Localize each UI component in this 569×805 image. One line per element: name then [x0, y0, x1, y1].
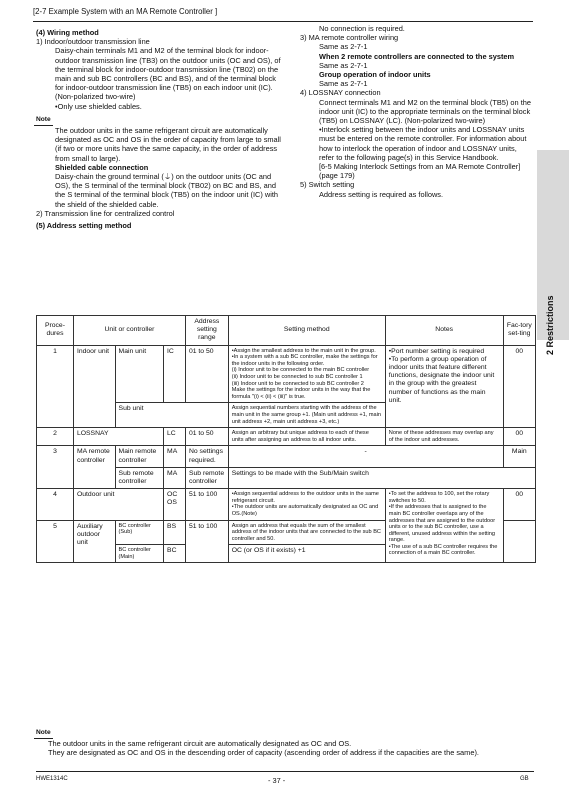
page-header: [2-7 Example System with an MA Remote Controller ]: [33, 7, 218, 16]
cell-factory: 00: [503, 489, 535, 520]
left-column: [36, 28, 284, 230]
th-procedures: Proce-dures: [37, 316, 74, 346]
cell-factory: Main: [503, 446, 535, 467]
shield-heading: Shielded cable connection: [55, 162, 149, 172]
cell-code: MA: [164, 446, 186, 467]
notes-line: •Port number setting is required: [388, 347, 485, 355]
shield-body: Daisy-chain the ground terminal (⏚) on the outdoor units (OC and OS), the S terminal of the terminal block (TB02) on BC and BS, and the S terminal of the terminal block (TB5) on the indoor unit (IC) with the shield of the shielded cable.: [55, 172, 279, 209]
cell-subunit: Sub remote controller: [115, 467, 164, 488]
right-line-9: Connect terminals M1 and M2 on the terminal block (TB5) on the indoor unit (IC) to the appropriate terminals on the terminal block (TB5) on LOSSNAY (LC). (Non-polarized two-wire): [319, 97, 531, 126]
method-line: (i) Indoor unit to be connected to the main BC controller: [231, 367, 370, 374]
notes-line: •To perform a group operation of indoor units that feature different functions, designate the indoor unit in the group with the greatest number of functions as the main unit.: [388, 355, 495, 404]
cell-notes: [385, 345, 503, 428]
cell-factory-empty: [503, 520, 535, 563]
cell-method: OC (or OS if it exists) +1: [228, 545, 385, 563]
method-line: •In a system with a sub BC controller, make the settings for the indoor units in the following order.: [231, 354, 378, 367]
cell-proc: 5: [37, 520, 74, 563]
cell-notes: [385, 489, 503, 563]
th-notes: Notes: [385, 316, 503, 346]
right-line-3: Same as 2-7-1: [319, 42, 368, 52]
cell-proc: 1: [37, 345, 74, 428]
notes-line: •The use of a sub BC controller requires the connection of a main BC controller.: [388, 543, 498, 557]
item-1-heading: 1) Indoor/outdoor transmission line: [36, 37, 150, 47]
right-line-4: When 2 remote controllers are connected to the system: [319, 51, 515, 61]
footer-region: GB: [520, 776, 529, 782]
cell-range: 01 to 50: [185, 345, 228, 403]
right-line-7: Same as 2-7-1: [319, 79, 368, 89]
bottom-note-line-2: They are designated as OC and OS in the descending order of capacity (ascending order of address if the capacities are the same).: [48, 748, 479, 758]
cell-method: Assign an arbitrary but unique address to each of these units after assigning an address to all indoor units.: [228, 428, 385, 446]
cell-method: -: [228, 446, 503, 467]
cell-unit: Auxiliary outdoor unit: [73, 520, 115, 563]
cell-method: Settings to be made with the Sub/Main switch: [228, 467, 535, 488]
notes-line: •If the addresses that is assigned to the main BC controller overlaps any of the addresses that are assigned to the outdoor units or to the sub BC controller, use a different, unused address within the setting range.: [388, 504, 496, 544]
cell-code: MA: [164, 467, 186, 488]
cell-unit: Outdoor unit: [73, 489, 163, 520]
note-body: The outdoor units in the same refrigerant circuit are automatically designated as OC and OS in the order of capacity from large to small (if two or more units have the same capacity, in the order of address from small to large).: [55, 126, 281, 163]
table-row: [37, 489, 536, 520]
side-tab-label: 2 Restrictions: [545, 295, 555, 355]
cell-range: No settings required.: [185, 446, 228, 467]
method-line: •The outdoor units are automatically designated as OC and OS.(Note): [231, 504, 379, 517]
cell-range: 01 to 50: [185, 428, 228, 446]
cell-proc: 3: [37, 446, 74, 489]
address-table: [36, 315, 536, 563]
table-row: [37, 345, 536, 403]
address-heading: (5) Address setting method: [36, 221, 132, 231]
right-item-4: 4) LOSSNAY connection: [300, 88, 381, 98]
method-line: •Assign sequential address to the outdoor units in the same refrigerant circuit.: [231, 491, 379, 504]
cell-code: BS: [164, 520, 186, 545]
cell-subunit: BC controller (Main): [115, 545, 164, 563]
right-line-13: Address setting is required as follows.: [319, 189, 444, 199]
bottom-note-line-1: The outdoor units in the same refrigerant circuit are automatically designated as OC and OS.: [48, 739, 352, 749]
right-item-3: 3) MA remote controller wiring: [300, 33, 399, 43]
table-header-row: [37, 316, 536, 346]
footer-rule: [36, 771, 534, 772]
cell-unit: MA remote controller: [73, 446, 115, 489]
header-rule: [33, 21, 533, 22]
right-item-5: 5) Switch setting: [300, 180, 355, 190]
th-range: Address setting range: [185, 316, 228, 346]
cell-factory: 00: [503, 345, 535, 428]
table-row: [37, 446, 536, 467]
note-tag: Note: [34, 115, 53, 126]
right-line-10: •Interlock setting between the indoor units and LOSSNAY units must be entered on the remote controller. For information about how to interlock the operation of indoor and LOSSNAY units, refer to the following page(s) in this Service Handbook.: [319, 125, 527, 162]
notes-line: •To set the address to 100, set the rotary switches to 50.: [388, 491, 490, 504]
cell-code: BC: [164, 545, 186, 563]
cell-unit: LOSSNAY: [73, 428, 163, 446]
method-line: Make the settings for the indoor units in the way that the formula "(i) < (ii) < (iii)" is true.: [231, 387, 371, 400]
cell-range: 51 to 100: [185, 520, 228, 563]
cell-subunit: Sub unit: [115, 403, 228, 428]
cell-proc: 2: [37, 428, 74, 446]
th-method: Setting method: [228, 316, 385, 346]
cell-method: [228, 489, 385, 520]
right-column: [300, 24, 532, 199]
item-1-body: Daisy-chain terminals M1 and M2 of the terminal block for indoor-outdoor transmission line (TB3) on the outdoor units (OC and OS), of the terminal block for indoor-outdoor transmission line (TB02) on the main and sub BC controllers (BC and BS), and of the terminal block for indoor-outdoor transmission line (TB5) on each indoor unit (IC). (Non-polarized two-wire): [55, 46, 281, 102]
cell-unit: Indoor unit: [73, 345, 115, 428]
bottom-note-tag: Note: [34, 728, 53, 739]
item-2-heading: 2) Transmission line for centralized control: [36, 208, 175, 218]
cell-range: Sub remote controller: [185, 467, 228, 488]
item-1-bullet: •Only use shielded cables.: [55, 101, 142, 111]
method-line: (ii) Indoor unit to be connected to sub BC controller 1: [231, 373, 363, 380]
right-line-5: Same as 2-7-1: [319, 60, 368, 70]
bottom-note: [36, 727, 536, 758]
cell-code: IC: [164, 345, 186, 403]
cell-subunit: BC controller (Sub): [115, 520, 164, 545]
right-line-11: [6-5 Making Interlock Settings from an MA Remote Controller](page 179): [319, 162, 521, 181]
cell-subunit: Main remote controller: [115, 446, 164, 467]
cell-code: LC: [164, 428, 186, 446]
cell-factory: 00: [503, 428, 535, 446]
cell-subunit: Main unit: [115, 345, 164, 403]
right-line-6: Group operation of indoor units: [319, 70, 431, 80]
cell-method: Assign sequential numbers starting with the address of the main unit in the same group +1. (Main unit address +1, main unit address +2, main unit address +3, etc.): [228, 403, 385, 428]
cell-proc: 4: [37, 489, 74, 520]
cell-code: OC OS: [164, 489, 186, 520]
method-line: •Assign the smallest address to the main unit in the group.: [231, 347, 376, 354]
side-tab: [537, 150, 569, 355]
th-factory: Fac-tory set-ting: [503, 316, 535, 346]
cell-method: [228, 345, 385, 403]
table-row: [37, 428, 536, 446]
cell-notes: None of these addresses may overlap any of the indoor unit addresses.: [385, 428, 503, 446]
cell-range: 51 to 100: [185, 489, 228, 520]
cell-method: Assign an address that equals the sum of the smallest address of the indoor units that are connected to the sub BC controller and 50.: [228, 520, 385, 545]
th-unit: Unit or controller: [73, 316, 185, 346]
wiring-heading: (4) Wiring method: [36, 28, 99, 37]
right-line-1: No connection is required.: [319, 24, 405, 33]
footer-doc-code: HWE1314C: [36, 776, 68, 782]
page-number: - 37 -: [268, 776, 286, 785]
method-line: (iii) Indoor unit to be connected to sub BC controller 2: [231, 380, 364, 387]
